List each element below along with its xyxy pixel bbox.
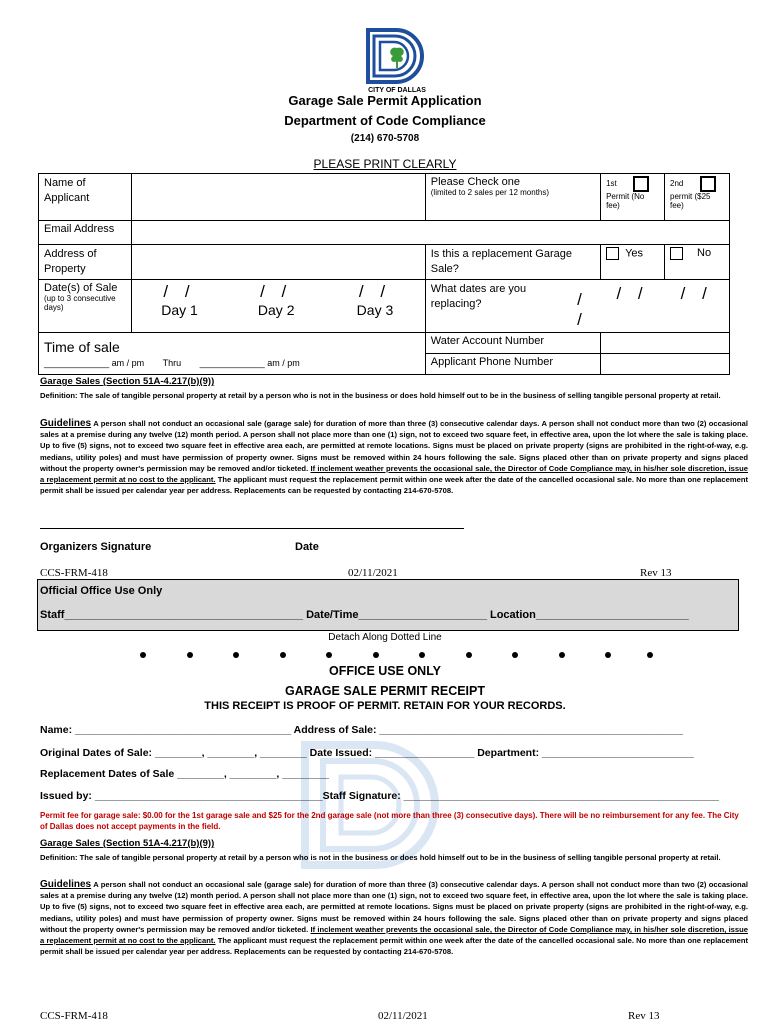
rules-heading-2: Garage Sales (Section 51A-4.217(b)(9))	[40, 838, 215, 849]
print-clearly-note: PLEASE PRINT CLEARLY	[313, 157, 457, 171]
detach-dot	[140, 652, 146, 658]
replacement-question: Is this a replacement Garage Sale?	[425, 245, 600, 280]
office-use-title: Official Office Use Only	[40, 585, 163, 597]
yes-label: Yes	[625, 247, 644, 260]
day1-slashes: / /	[163, 282, 196, 301]
replacing-question: What dates are you replacing?	[425, 280, 564, 333]
second-permit-option[interactable]	[665, 174, 730, 221]
replace-date1-field[interactable]	[564, 280, 600, 333]
detach-label: Detach Along Dotted Line	[328, 632, 442, 643]
form-title: Garage Sale Permit Application	[288, 93, 482, 108]
signature-line[interactable]	[40, 528, 464, 529]
check-one-label: Please Check one	[430, 176, 521, 188]
day1-label: Day 1	[161, 302, 198, 318]
receipt-proof: THIS RECEIPT IS PROOF OF PERMIT. RETAIN FOR YOUR RECORDS.	[204, 700, 566, 712]
office-use-box	[37, 579, 739, 631]
day3-field[interactable]	[325, 280, 425, 333]
city-logo	[362, 26, 432, 92]
second-permit-desc: permit ($25 fee)	[670, 192, 711, 210]
day1-field[interactable]	[131, 280, 227, 333]
receipt-title: GARAGE SALE PERMIT RECEIPT	[284, 684, 486, 698]
guidelines-text-2: A person shall not conduct an occasional sale (garage sale) for duration of more than three (3) consecutive calendar days. A person shall not conduct more than two (2) occasional sales at a premise during any twelve (12) month period. A person shall not place more than one (1) sign, not to exceed two square feet, in effective area, upon the lot where the sale is taking place. Up to five (5) signs, not to exceed two square feet in effective area each, are permitted at remote locations. Signs must be placed on private property (signs are prohibited in the right-of-way, e.g. medians, utility poles) and must have permission of property owner. Signs must be removed within 24 hours following the sale. Signs placed other than on private property and signs placed without the property owner's permission may be removed and/or ticketed.	[40, 880, 748, 934]
guidelines-end-2: The applicant must request the replacement permit within one week after the date of the cancelled occasional sale. No more than one replacement permit shall be issued per calendar year per address. Replacements can be requested by contacting 214-670-5708.	[40, 936, 748, 957]
receipt-name-line[interactable]: Name: _____________________________________ Address of Sale: ____________________________________________________	[40, 724, 684, 736]
phone-label: Applicant Phone Number	[425, 354, 600, 375]
detach-dot	[605, 652, 611, 658]
rules-definition: Definition: The sale of tangible personal property at retail by a person who is not in the business or does hold himself out to be in the business of selling tangible personal property at retail.	[40, 391, 721, 400]
first-permit-label: 1st	[606, 179, 617, 189]
time-of-sale-cell[interactable]	[39, 333, 426, 375]
footer-form-id: CCS-FRM-418	[40, 567, 108, 579]
organizer-signature-label: Organizers Signature	[40, 541, 152, 553]
logo-text: CITY OF DALLAS	[368, 87, 426, 94]
first-permit-option[interactable]	[601, 174, 665, 221]
no-option[interactable]	[665, 245, 730, 280]
check-limit-note: (limited to 2 sales per 12 months)	[430, 188, 550, 197]
detach-dot	[233, 652, 239, 658]
department-phone: (214) 670-5708	[350, 133, 420, 144]
water-label: Water Account Number	[425, 333, 600, 354]
detach-dot	[326, 652, 332, 658]
replace-date1-slashes: / /	[577, 290, 588, 329]
thru-label: Thru	[162, 358, 182, 368]
dates-label-text: Date(s) of Sale	[44, 282, 118, 294]
start-time-field[interactable]: _____________ am / pm	[44, 358, 145, 368]
footer2-date: 02/11/2021	[378, 1010, 428, 1022]
replace-date2-slashes: / /	[616, 284, 649, 303]
detach-dot	[187, 652, 193, 658]
day3-slashes: / /	[358, 282, 392, 301]
address-label: Address of Property	[39, 245, 132, 280]
day2-field[interactable]	[227, 280, 325, 333]
replace-date2-field[interactable]	[601, 280, 665, 333]
phone-field[interactable]	[601, 354, 730, 375]
yes-option[interactable]	[601, 245, 665, 280]
detach-dot	[466, 652, 472, 658]
water-account-field[interactable]	[601, 333, 730, 354]
rules-definition-2: Definition: The sale of tangible personal property at retail by a person who is not in the business or does hold himself out to be in the business of selling tangible personal property at retail.	[40, 853, 721, 862]
department-name: Department of Code Compliance	[284, 113, 486, 128]
signature-date-label: Date	[295, 541, 319, 553]
dates-note: (up to 3 consecutive days)	[44, 294, 116, 312]
detach-dot	[512, 652, 518, 658]
detach-dot	[647, 652, 653, 658]
guidelines-end: The applicant must request the replacement permit within one week after the date of the cancelled occasional sale. No more than one replacement permit shall be issued per calendar year per address. Replacements can be requested by contacting 214-670-5708.	[40, 475, 748, 496]
detach-dot	[280, 652, 286, 658]
first-permit-desc: Permit (No fee)	[606, 192, 645, 210]
day2-slashes: / /	[260, 282, 293, 301]
guidelines-word: Guidelines	[40, 418, 92, 429]
guidelines-underlined: If inclement weather prevents the occasional sale, the Director of Code Compliance may, in his/her sole discretion, issue a replacement permit at no cost to the applicant.	[40, 463, 748, 485]
guidelines-underlined-2: If inclement weather prevents the occasional sale, the Director of Code Compliance may, in his/her sole discretion, issue a replacement permit at no cost to the applicant.	[40, 924, 748, 946]
second-permit-label: 2nd	[670, 179, 684, 189]
day3-label: Day 3	[356, 302, 394, 318]
day2-label: Day 2	[257, 302, 295, 318]
guidelines-text: A person shall not conduct an occasional sale (garage sale) for duration of more than three (3) consecutive calendar days. A person shall not conduct more than two (2) occasional sales at a premise during any twelve (12) month period. A person shall not place more than one (1) sign, not to exceed two square feet, in effective area, upon the lot where the sale is taking place. Up to five (5) signs, not to exceed two square feet in effective area each, are permitted at remote locations. Signs must be placed on private property (signs are prohibited in the right-of-way, e.g. medians, utility poles) and must have permission of property owner. Signs must be removed within 24 hours following the sale. Signs placed other than on private property and signs placed without the property owner's permission may be removed and/or ticketed.	[40, 419, 748, 473]
end-time-field[interactable]: _____________ am / pm	[199, 358, 300, 368]
time-label: Time of sale	[44, 339, 120, 355]
detach-dot	[559, 652, 565, 658]
email-label: Email Address	[39, 221, 132, 245]
replace-date3-field[interactable]	[665, 280, 730, 333]
detach-dot	[373, 652, 379, 658]
application-table	[38, 173, 730, 375]
office-staff-line[interactable]: Staff_______________________________________ Date/Time_____________________ Location_________________________	[40, 609, 689, 621]
replace-date3-slashes: / /	[680, 284, 713, 303]
footer2-rev: Rev 13	[628, 1010, 660, 1022]
permit-check-label	[425, 174, 600, 221]
footer2-form-id: CCS-FRM-418	[40, 1010, 108, 1022]
fee-note: Permit fee for garage sale: $0.00 for the 1st garage sale and $25 for the 2nd garage sale (not more than three (3) consecutive days). There will be no reimbursement for any fee. The City of Dallas does not accept payments in the field.	[40, 811, 739, 832]
receipt-replacement-line[interactable]: Replacement Dates of Sale ________, ________, ________	[40, 768, 329, 780]
second-permit-checkbox[interactable]	[700, 176, 716, 192]
first-permit-checkbox[interactable]	[633, 176, 649, 192]
office-use-only-heading: OFFICE USE ONLY	[328, 664, 442, 678]
rules-heading: Garage Sales (Section 51A-4.217(b)(9))	[40, 376, 215, 387]
no-label: No	[697, 247, 712, 260]
dates-label	[39, 280, 132, 333]
no-checkbox[interactable]	[670, 247, 683, 260]
footer-date: 02/11/2021	[348, 567, 398, 579]
address-field[interactable]	[131, 245, 425, 280]
footer-rev: Rev 13	[640, 567, 672, 579]
guidelines-word-2: Guidelines	[40, 879, 92, 890]
receipt-issued-line[interactable]: Issued by: _______________________________________Staff Signature: ______________________________________________________	[40, 790, 720, 802]
name-field[interactable]	[131, 174, 425, 221]
name-label: Name of Applicant	[39, 174, 132, 221]
yes-checkbox[interactable]	[606, 247, 619, 260]
receipt-dates-line[interactable]: Original Dates of Sale: ________, ________, ________ Date Issued: _________________ Department: __________________________	[40, 747, 694, 759]
detach-dot	[419, 652, 425, 658]
rules-guidelines	[40, 418, 748, 496]
rules-guidelines-2	[40, 879, 748, 957]
email-field[interactable]	[131, 221, 729, 245]
